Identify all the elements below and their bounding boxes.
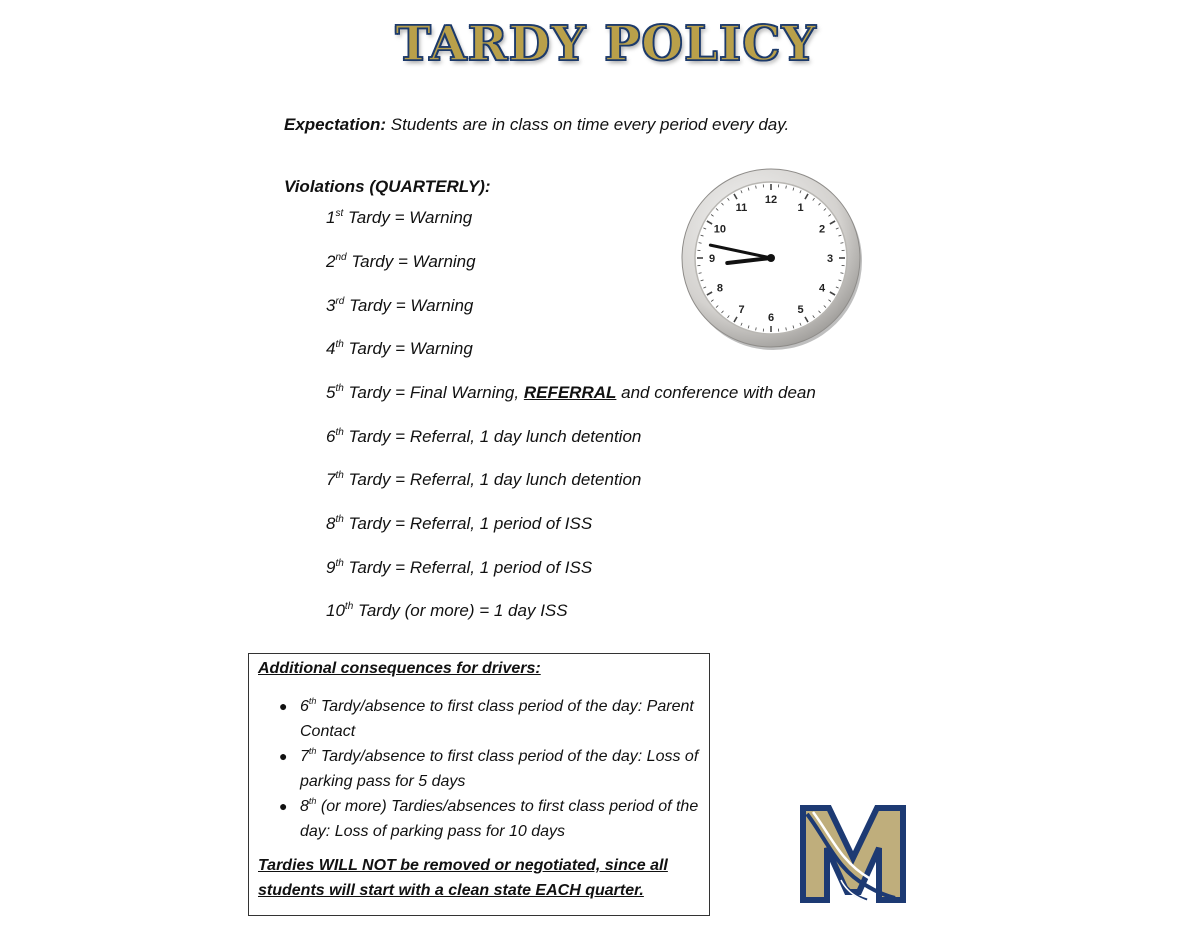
school-logo [797,800,909,910]
violation-item: 8th Tardy = Referral, 1 period of ISS [326,514,593,533]
violation-item: 7th Tardy = Referral, 1 day lunch detention [326,470,642,489]
clock-number: 12 [764,194,778,206]
clock-number: 5 [797,304,804,317]
drivers-box-footer: Tardies WILL NOT be removed or negotiated, since all students will start with a clean state EACH quarter. [258,857,668,899]
clock-number: 9 [708,253,716,265]
drivers-list [279,694,699,844]
page-title: TARDY POLICY [395,16,817,72]
drivers-box-title: Additional consequences for drivers: [258,660,541,677]
violations-heading: Violations (QUARTERLY): [284,177,491,196]
expectation-line [284,115,789,135]
referral-emphasis: REFERRAL [523,383,617,402]
violation-item: 1st Tardy = Warning [326,208,473,227]
clock-number: 10 [713,223,727,236]
violation-item: 4th Tardy = Warning [326,339,473,358]
clock-icon [676,164,866,354]
drivers-consequences-box [248,653,710,916]
expectation-label: Expectation: [284,115,387,134]
clock-number: 8 [716,282,723,295]
violation-item: 2nd Tardy = Warning [326,252,476,271]
violation-item: 6th Tardy = Referral, 1 day lunch detention [326,427,642,446]
violation-item: 10th Tardy (or more) = 1 day ISS [326,601,568,620]
driver-consequence-item: ● 8th (or more) Tardies/absences to first class period of the day: Loss of parking pass for 10 days [279,796,699,840]
clock-number: 6 [767,312,775,324]
violation-item: 5th Tardy = Final Warning, REFERRAL and conference with dean [326,383,816,402]
expectation-text: Students are in class on time every period every day. [390,115,790,134]
clock-number: 4 [819,282,826,295]
driver-consequence-item: ● 7th Tardy/absence to first class period of the day: Loss of parking pass for 5 days [279,746,699,790]
clock-number: 11 [735,201,748,214]
clock-number: 3 [826,253,834,265]
violation-item: 9th Tardy = Referral, 1 period of ISS [326,558,593,577]
clock-number: 1 [797,201,804,214]
violation-item: 3rd Tardy = Warning [326,296,474,315]
clock-number: 2 [819,223,826,236]
driver-consequence-item: ● 6th Tardy/absence to first class period of the day: Parent Contact [279,696,694,740]
clock-number: 7 [738,304,745,317]
